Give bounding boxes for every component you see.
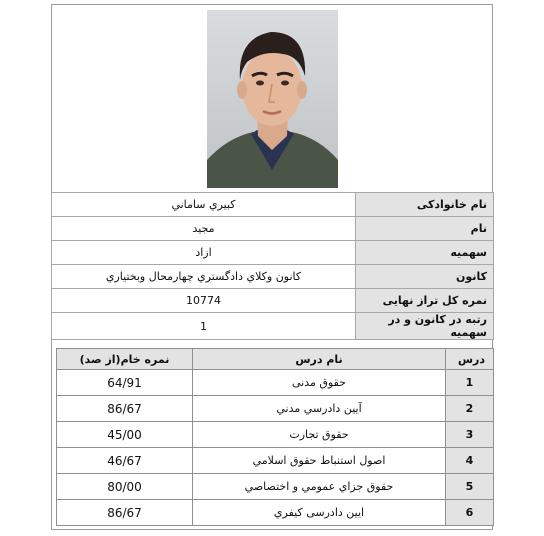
- info-row-quota: [52, 241, 494, 265]
- rank-label: رتبه در كانون و در سهميه: [356, 313, 494, 340]
- table-row: [57, 500, 494, 526]
- total-score-value: 10774: [52, 289, 356, 313]
- rank-value: 1: [52, 313, 356, 340]
- bar-label: كانون: [356, 265, 494, 289]
- score-cell: 86/67: [57, 396, 193, 422]
- bar-value: كانون وكلاي دادگستري چهارمحال وبختياري: [52, 265, 356, 289]
- score-cell: 64/91: [57, 370, 193, 396]
- grades-table: [56, 348, 494, 526]
- score-cell: 80/00: [57, 474, 193, 500]
- score-cell: 86/67: [57, 500, 193, 526]
- last-name-label: نام خانوادكى: [356, 193, 494, 217]
- course-number-cell: 5: [446, 474, 494, 500]
- info-row-bar: [52, 265, 494, 289]
- course-name-cell: اصول استنباط حقوق اسلامي: [193, 448, 446, 474]
- header-raw-score: (نمره خام(از صد: [57, 349, 193, 370]
- table-row: [57, 370, 494, 396]
- info-row-first-name: [52, 217, 494, 241]
- info-row-rank: [52, 313, 494, 340]
- course-number-cell: 2: [446, 396, 494, 422]
- course-name-cell: حقوق مدنى: [193, 370, 446, 396]
- table-row: [57, 422, 494, 448]
- header-course: درس: [446, 349, 494, 370]
- first-name-label: نام: [356, 217, 494, 241]
- candidate-info-table: [51, 192, 494, 340]
- course-number-cell: 4: [446, 448, 494, 474]
- last-name-value: كبيري ساماني: [52, 193, 356, 217]
- quota-value: ازاد: [52, 241, 356, 265]
- course-number-cell: 3: [446, 422, 494, 448]
- course-number-cell: 1: [446, 370, 494, 396]
- info-row-total-score: [52, 289, 494, 313]
- header-course-name: نام درس: [193, 349, 446, 370]
- table-row: [57, 474, 494, 500]
- grades-header-row: [57, 349, 494, 370]
- first-name-value: مجيد: [52, 217, 356, 241]
- course-name-cell: حقوق جزاي عمومي و اختصاصي: [193, 474, 446, 500]
- course-name-cell: حقوق تجارت: [193, 422, 446, 448]
- score-cell: 46/67: [57, 448, 193, 474]
- table-row: [57, 448, 494, 474]
- table-row: [57, 396, 494, 422]
- course-name-cell: ايين دادرسى كيفري: [193, 500, 446, 526]
- info-row-last-name: [52, 193, 494, 217]
- course-number-cell: 6: [446, 500, 494, 526]
- course-name-cell: آيين دادرسي مدني: [193, 396, 446, 422]
- quota-label: سهميه: [356, 241, 494, 265]
- total-score-label: نمره كل تراز نهايى: [356, 289, 494, 313]
- score-cell: 45/00: [57, 422, 193, 448]
- candidate-photo: [207, 10, 338, 188]
